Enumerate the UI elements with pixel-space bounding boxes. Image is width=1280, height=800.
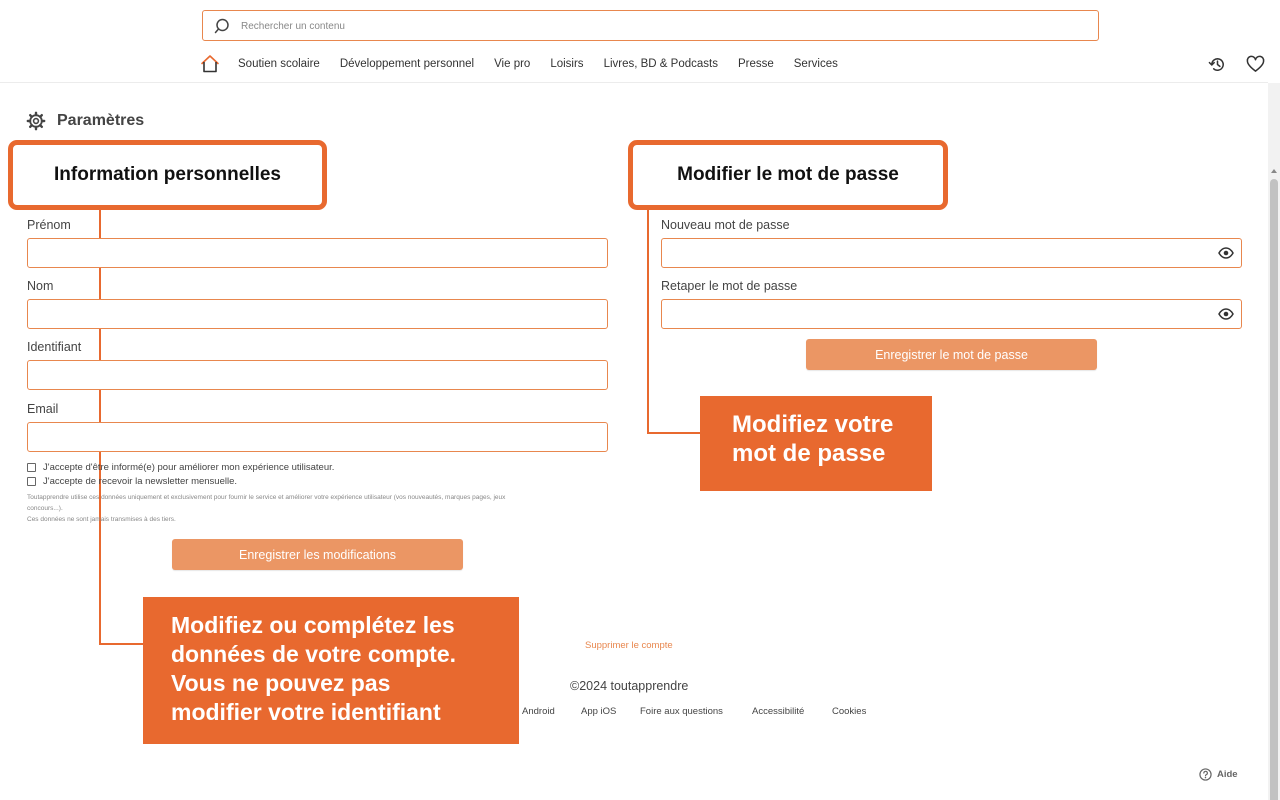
page-title: Paramètres bbox=[57, 112, 145, 129]
history-icon[interactable] bbox=[1208, 55, 1227, 74]
nav-item-livres-bd-podcasts[interactable]: Livres, BD & Podcasts bbox=[603, 58, 718, 70]
nav-item-developpement-personnel[interactable]: Développement personnel bbox=[339, 58, 475, 70]
save-changes-button[interactable]: Enregistrer les modifications bbox=[172, 539, 463, 570]
identifier-label: Identifiant bbox=[27, 340, 82, 354]
scroll-thumb[interactable] bbox=[1270, 179, 1278, 800]
nav-item-services[interactable]: Services bbox=[793, 58, 838, 70]
help-button[interactable]: Aide bbox=[1217, 769, 1238, 780]
eye-icon[interactable] bbox=[1218, 245, 1234, 261]
footer-link-accessibility[interactable]: Accessibilité bbox=[752, 706, 805, 717]
last-name-input[interactable] bbox=[27, 299, 608, 329]
retype-password-label: Retaper le mot de passe bbox=[661, 279, 798, 293]
save-password-button[interactable]: Enregistrer le mot de passe bbox=[806, 339, 1097, 370]
first-name-label: Prénom bbox=[27, 218, 71, 232]
eye-icon[interactable] bbox=[1218, 306, 1234, 322]
scroll-up-arrow[interactable] bbox=[1271, 169, 1277, 173]
email-label: Email bbox=[27, 402, 59, 416]
footer-link-app-ios[interactable]: App iOS bbox=[581, 706, 617, 717]
nav-item-loisirs[interactable]: Loisirs bbox=[550, 58, 584, 70]
footer-link-faq[interactable]: Foire aux questions bbox=[640, 706, 723, 717]
last-name-label: Nom bbox=[27, 279, 54, 293]
nav-item-soutien-scolaire[interactable]: Soutien scolaire bbox=[238, 58, 320, 70]
annotation-password-line-2: mot de passe bbox=[732, 440, 886, 467]
password-heading: Modifier le mot de passe bbox=[628, 140, 948, 210]
gear-icon bbox=[26, 111, 46, 131]
header-divider bbox=[0, 82, 1268, 83]
annotation-password bbox=[700, 396, 932, 491]
help-icon[interactable] bbox=[1199, 768, 1212, 781]
personal-info-heading: Information personnelles bbox=[8, 140, 327, 210]
annotation-connector-account-horizontal bbox=[99, 643, 144, 645]
new-password-input[interactable] bbox=[661, 238, 1242, 268]
home-icon[interactable] bbox=[200, 54, 220, 74]
consent-ux-label: J'accepte d'être informé(e) pour améliorer mon expérience utilisateur. bbox=[43, 462, 335, 473]
annotation-account-line-4: modifier votre identifiant bbox=[171, 699, 441, 725]
search-box[interactable] bbox=[202, 10, 1099, 41]
annotation-account-line-2: données de votre compte. bbox=[171, 641, 457, 667]
email-input[interactable] bbox=[27, 422, 608, 452]
privacy-notice-line-1: Toutapprendre utilise ces données uniquement et exclusivement pour fournir le service et améliorer votre expérience utilisateur (vos nouveautés, marques pages, jeux bbox=[27, 494, 506, 501]
annotation-account bbox=[143, 597, 519, 744]
footer-link-cookies[interactable]: Cookies bbox=[832, 706, 867, 717]
search-icon[interactable] bbox=[214, 18, 230, 34]
newsletter-checkbox[interactable] bbox=[27, 477, 36, 486]
search-input[interactable] bbox=[241, 17, 1081, 35]
newsletter-label: J'accepte de recevoir la newsletter mensuelle. bbox=[43, 476, 238, 487]
first-name-input[interactable] bbox=[27, 238, 608, 268]
annotation-connector-password bbox=[647, 207, 649, 434]
annotation-account-line-3: Vous ne pouvez pas bbox=[171, 670, 391, 696]
identifier-input[interactable] bbox=[27, 360, 608, 390]
delete-account-link[interactable]: Supprimer le compte bbox=[585, 640, 673, 651]
annotation-account-line-1: Modifiez ou complétez les bbox=[171, 612, 455, 638]
copyright: ©2024 toutapprendre bbox=[570, 679, 689, 693]
new-password-label: Nouveau mot de passe bbox=[661, 218, 790, 232]
retype-password-input[interactable] bbox=[661, 299, 1242, 329]
main-nav bbox=[200, 53, 858, 75]
consent-ux-checkbox[interactable] bbox=[27, 463, 36, 472]
annotation-connector-password-horizontal bbox=[647, 432, 701, 434]
nav-item-presse[interactable]: Presse bbox=[737, 58, 774, 70]
footer-link-android[interactable]: Android bbox=[522, 706, 555, 717]
nav-item-vie-pro[interactable]: Vie pro bbox=[494, 58, 531, 70]
annotation-password-line-1: Modifiez votre bbox=[732, 411, 894, 438]
heart-icon[interactable] bbox=[1246, 55, 1265, 74]
privacy-notice-line-2: concours...). bbox=[27, 505, 63, 512]
privacy-notice-line-3: Ces données ne sont jamais transmises à des tiers. bbox=[27, 516, 176, 523]
scrollbar[interactable] bbox=[1268, 83, 1280, 800]
